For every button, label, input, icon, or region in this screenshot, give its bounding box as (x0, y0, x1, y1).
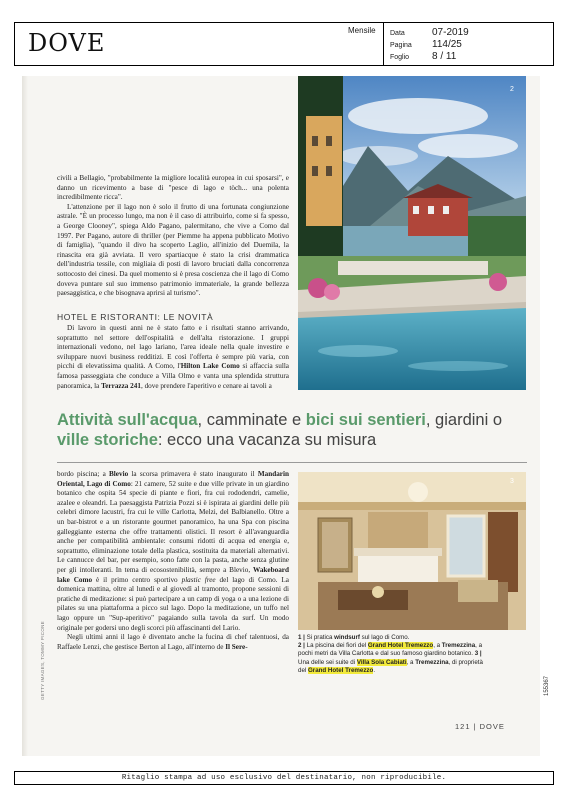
column-bottom (57, 470, 289, 652)
paragraph: Di lavoro in questi anni ne è stato fatto e i risultati stanno arrivando, soprattutto nel settore dell'ospitalità e dell'alta ristorazione. I gruppi internazionali vedono, nel lago lariano, l'area ideale nella quale investire e sviluppare nuovi business redditizi. E così l'offerta è sempre più varia, con picchi di elevatissima qualità. A Como, l'Hilton Lake Como si affaccia sulla famosa passeggiata che conduce a Villa Olmo e vanta una splendida struttura panoramica, la Terrazza 241, dove prendere l'aperitivo e cenare ai tavoli a (57, 324, 290, 390)
publication-logo: DOVE (28, 29, 106, 57)
clipping-code: 155367 (544, 675, 550, 696)
frequency-label: Mensile (348, 26, 376, 35)
page-spine-shadow (22, 76, 28, 756)
header-divider (383, 22, 384, 66)
paragraph: bordo piscina; a Blevio la scorsa primavera è stato inaugurato il Mandarin Oriental, Lago di Como: 21 camere, 52 suite e due ville private in un giardino botanico che ospita 54 specie di piante e fiori, fra cui rododendri, camelie, azalee e oleandri. La paesaggista Patrizia Pozzi si è ispirata ai giardini delle più celebri dimore lacustri, fra cui le ville Carlotta, Melzi, del Balbianello. Oltre a un bar-bistrot e a un ristorante gourmet panoramico, ha una Spa con piscina galleggiante esterna che offre trattamenti olistici. Il resort è all'avanguardia anche per compatibilità ambientale: consumi ridotti di acqua ed energia e, soprattutto, eliminazione totale della plastica, sostituita da materiali alternativi. Le cannucce del bar, per esempio, sono fatte con la pasta, anche senza glutine per gli intolleranti. In tema di ecosostenibilità, sempre a Blevio, Wakeboard lake Como è il primo centro sportivo plastic free del lago di Como. La domenica mattina, oltre al lunedì e al giovedì al tramonto, propone sessioni di pratiche di meditazione: si può partecipare a un camp di yoga o a una lezione di pilates su una piattaforma a picco sul lago. Dopo la meditazione, un tuffo nel lago oppure un "Sup-aperitivo" pagaiando sulla tavola da surf. Un modo originale per godersi uno degli scorci più affascinanti del Lario. (57, 470, 289, 632)
photo-villa-suite (298, 472, 526, 630)
clipping-disclaimer: Ritaglio stampa ad uso esclusivo del destinatario, non riproducibile. (14, 771, 554, 785)
photo-number-2: 2 (510, 86, 514, 93)
section-heading: HOTEL E RISTORANTI: LE NOVITÀ (57, 312, 214, 322)
paragraph: Negli ultimi anni il lago è diventato anche la fucina di chef talentuosi, da Raffaele Lenzi, che gestisce Berton al Lago, all'interno de Il Sere- (57, 633, 289, 651)
photo-hotel-pool (298, 76, 526, 390)
photo-caption: 1 | Si pratica windsurf sul lago di Como. 2 | La piscina dei fiori del Grand Hotel Tremezzo, a Tremezzina, a pochi metri da Villa Carlotta e dal suo famoso giardino botanico. 3 | Una delle sei suite di Villa Sola Cabiati, a Tremezzina, di proprietà del Grand Hotel Tremezzo. (298, 634, 483, 674)
page-number: 121 | DOVE (455, 722, 505, 731)
photo-credit: GETTY IMAGES, TOMMY PICONE (40, 621, 45, 700)
column-mid (57, 324, 289, 391)
headline-divider (57, 462, 527, 463)
paragraph: civili a Bellagio, "probabilmente la migliore località europea in cui sposarsi", e danno un ricevimento a base di "pesce di lago e tòch... una polenta incredibilmente ricca". (57, 174, 289, 202)
pull-quote-headline: Attività sull'acqua, camminate e bici sui sentieri, giardini o ville storiche: ecco una vacanza su misura (57, 411, 503, 449)
paragraph: L'attenzione per il lago non è solo il frutto di una fortunata congiunzione astrale. "È un processo lungo, ma non è il caso di attribuirlo, come si fa spesso, a George Clooney", spiega Aldo Pagano, palermitano, che vive a Como dal 1997. Per Pagano, autore di thriller (per Piemme ha appena pubblicato Motivo di famiglia), "quando il divo ha scoperto Laglio, all'inizio del Duemila, la rinascita era già avviata. Il vero spartiacque è stato la crisi drammatica dell'industria tessile, con migliaia di posti di lavoro bruciati dalla concorrenza sottocosto dei cinesi. Da quel momento si è presa coscienza che il lago di Como doveva puntare sul suo immenso patrimonio immateriale, la grande bellezza paesaggistica, e che bisognava aprirsi al turismo". (57, 202, 289, 298)
column-top (57, 174, 289, 299)
photo-number-3: 3 (510, 478, 514, 485)
